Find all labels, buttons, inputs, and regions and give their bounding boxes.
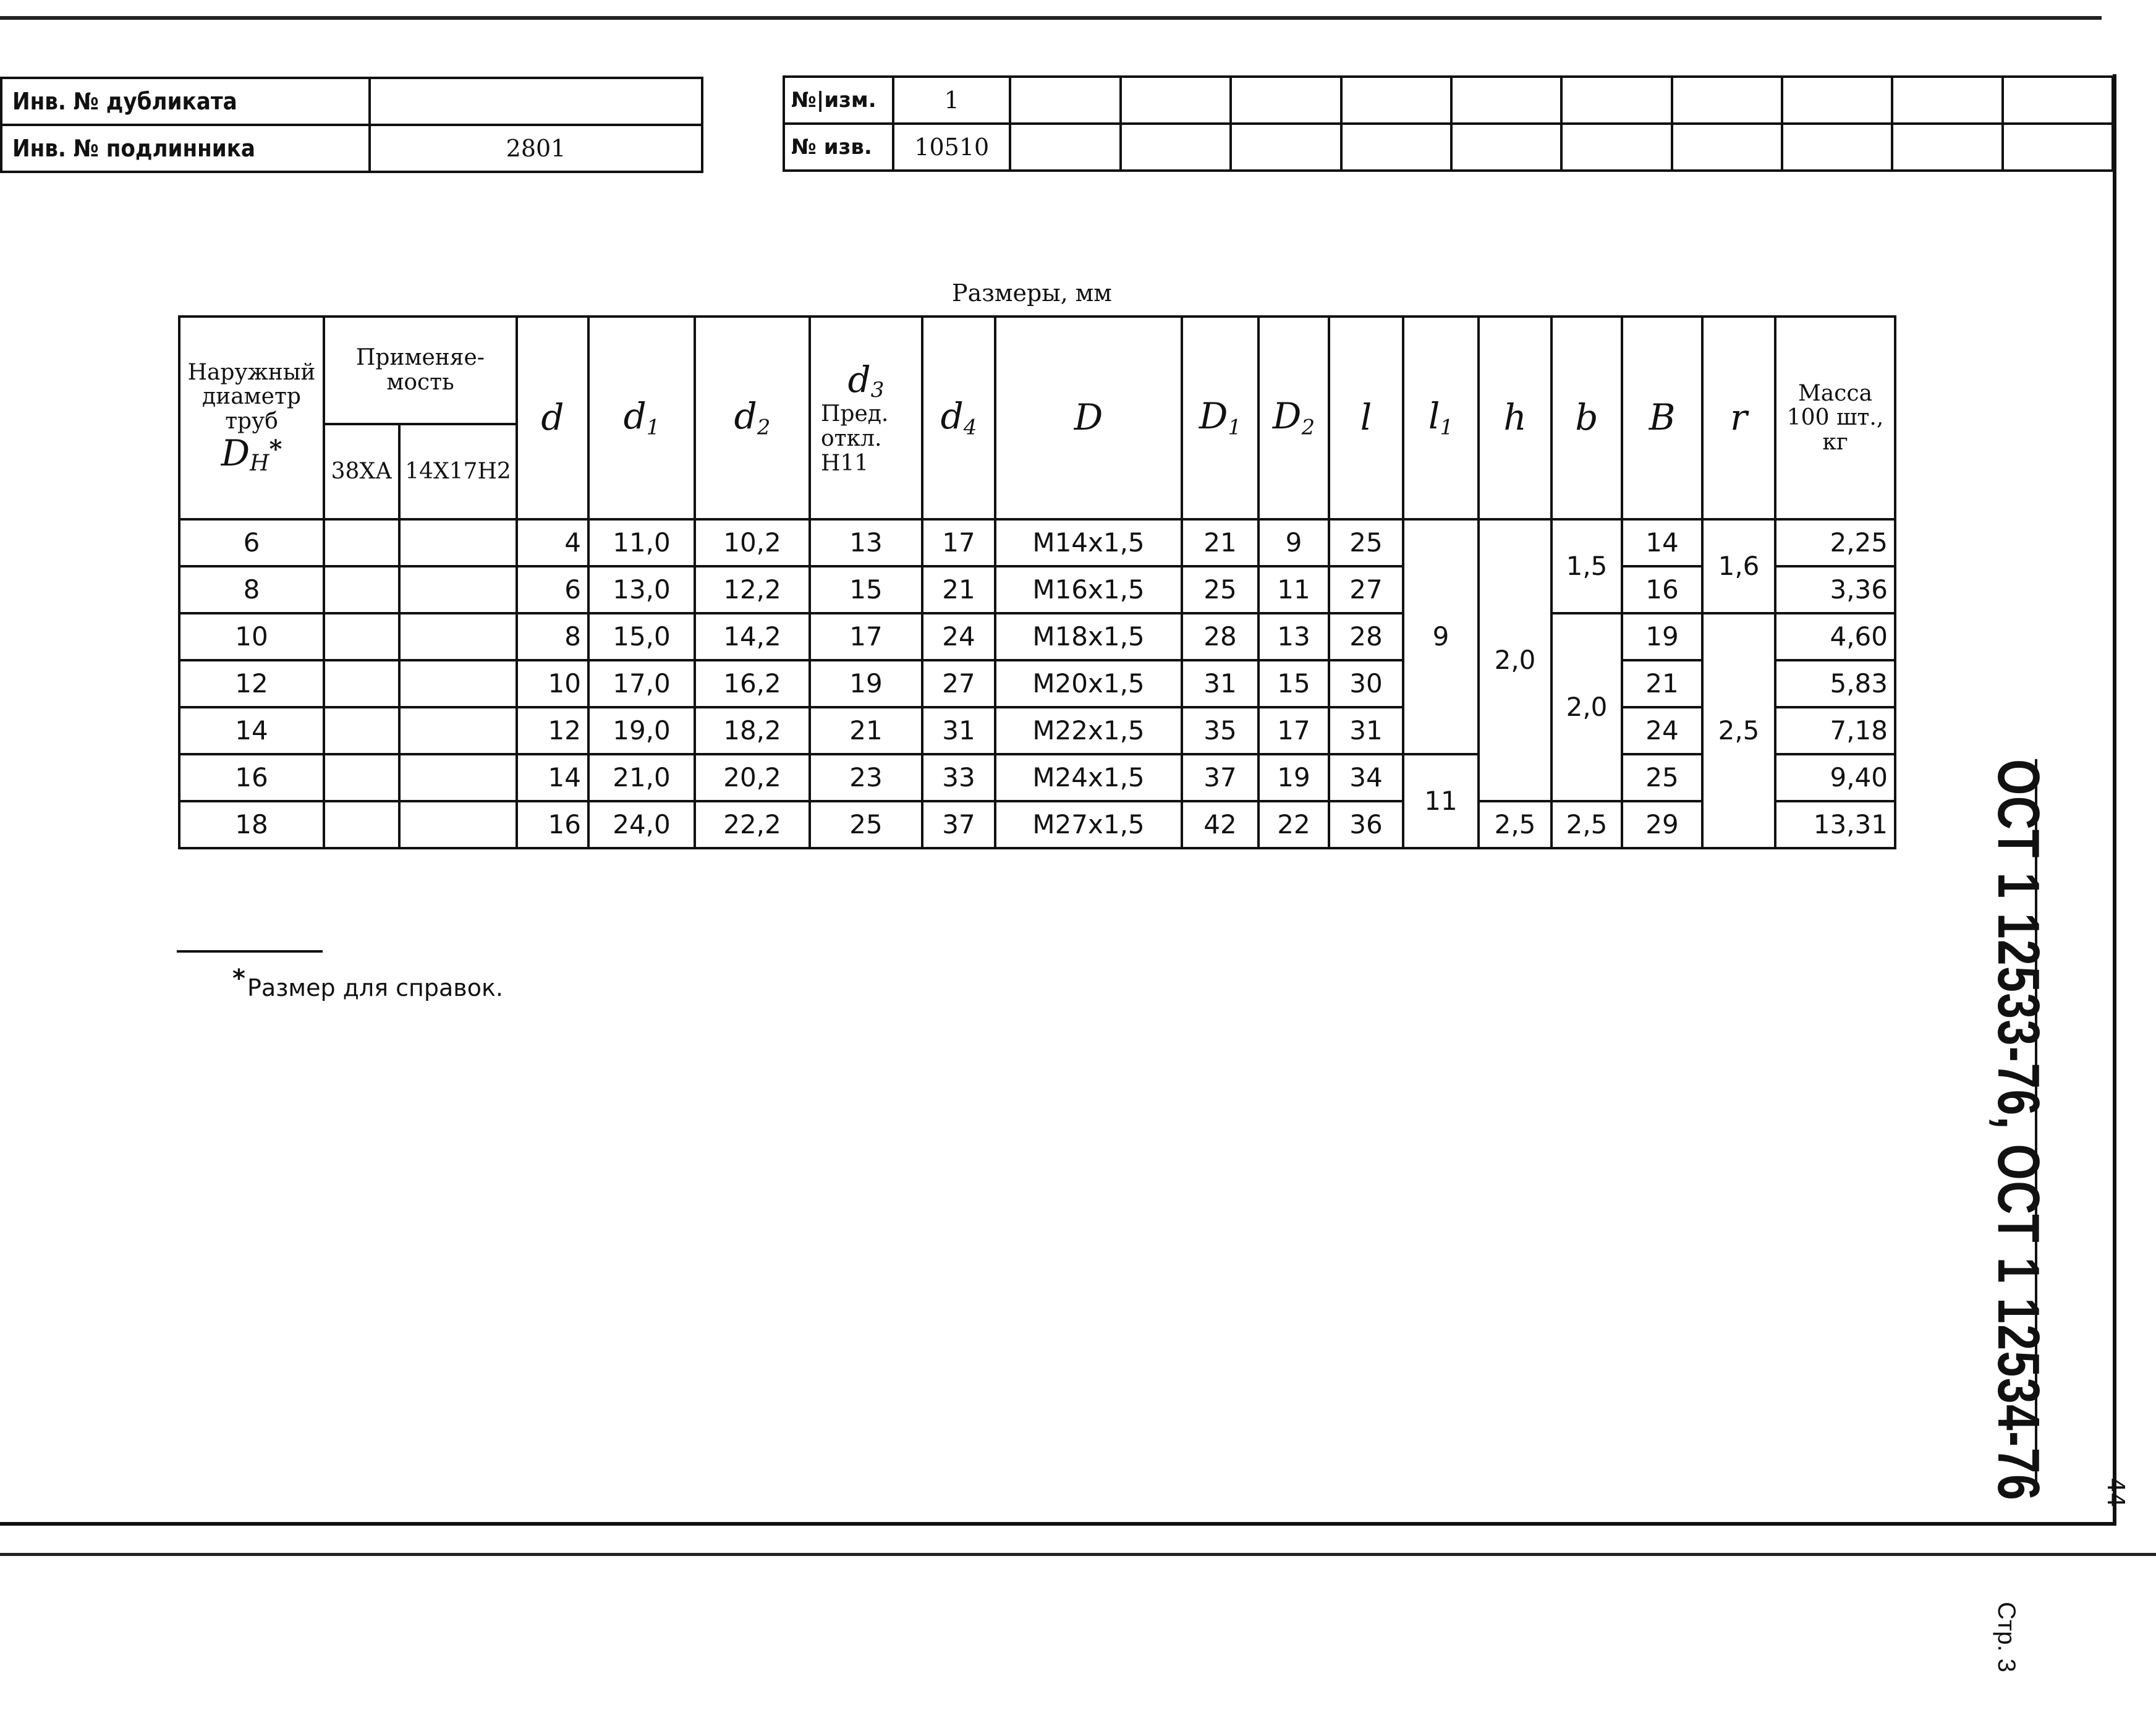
- cell-B: 16: [1622, 566, 1702, 613]
- cell-d2: 20,2: [695, 754, 810, 801]
- cell-dn: 6: [179, 519, 324, 566]
- cell-d3: 13: [810, 519, 922, 566]
- cell-mass: 2,25: [1775, 519, 1895, 566]
- cell-d4: 24: [922, 613, 995, 660]
- notice-cell: [1010, 124, 1120, 171]
- bottom-border: [0, 1522, 2116, 1526]
- hdr-r: r: [1702, 317, 1775, 519]
- outer-diameter-label: Наружный диаметр труб: [187, 359, 316, 434]
- cell-mat1: [324, 801, 399, 848]
- change-value: 1: [893, 77, 1010, 124]
- cell-d: 16: [517, 801, 588, 848]
- change-table: [783, 75, 2114, 172]
- hdr-b: b: [1551, 317, 1622, 519]
- notice-label: № изв.: [784, 124, 893, 171]
- cell-mat1: [324, 707, 399, 754]
- cell-mat1: [324, 754, 399, 801]
- cell-l: 34: [1329, 754, 1403, 801]
- top-border: [0, 16, 2102, 20]
- hdr-d4: $d_4$: [922, 317, 995, 519]
- cell-d2: 12,2: [695, 566, 810, 613]
- cell-d1: 24,0: [588, 801, 695, 848]
- cell-D2: 11: [1258, 566, 1329, 613]
- cell-d4: 37: [922, 801, 995, 848]
- cell-B: 21: [1622, 660, 1702, 707]
- standard-code: ОСТ 1 12533-76, ОСТ 1 12534-76: [1985, 759, 2052, 1502]
- change-cell: [1341, 77, 1451, 124]
- change-cell: [2003, 77, 2113, 124]
- cell-d: 10: [517, 660, 588, 707]
- cell-D2: 9: [1258, 519, 1329, 566]
- table-row: [179, 754, 1895, 801]
- d3-tolerance: Пред. откл. Н11: [821, 401, 889, 476]
- notice-value: 10510: [893, 124, 1010, 171]
- cell-D2: 15: [1258, 660, 1329, 707]
- inventory-table: [0, 77, 703, 173]
- hdr-mass: Масса 100 шт., кг: [1775, 317, 1895, 519]
- cell-B: 24: [1622, 707, 1702, 754]
- cell-h: 2,5: [1479, 801, 1551, 848]
- cell-mat2: [399, 613, 517, 660]
- cell-mat2: [399, 707, 517, 754]
- cell-D1: 21: [1182, 519, 1258, 566]
- cell-D1: 37: [1182, 754, 1258, 801]
- hdr-d: d: [517, 317, 588, 519]
- cell-d1: 21,0: [588, 754, 695, 801]
- notice-cell: [1341, 124, 1451, 171]
- cell-mass: 3,36: [1775, 566, 1895, 613]
- cell-d2: 22,2: [695, 801, 810, 848]
- table-row: [179, 707, 1895, 754]
- hdr-D1: $D_1$: [1182, 317, 1258, 519]
- cell-D2: 17: [1258, 707, 1329, 754]
- cell-dn: 16: [179, 754, 324, 801]
- footnote-mark: *: [232, 964, 245, 993]
- cell-l1-merged: 9: [1403, 519, 1479, 754]
- cell-d2: 10,2: [695, 519, 810, 566]
- table-row: [179, 660, 1895, 707]
- cell-dn: 14: [179, 707, 324, 754]
- units-title: Размеры, мм: [952, 279, 1112, 307]
- cell-d2: 16,2: [695, 660, 810, 707]
- cell-r-merged: 1,6: [1702, 519, 1775, 613]
- hdr-mat1: 38ХА: [324, 424, 399, 519]
- cell-mass: 13,31: [1775, 801, 1895, 848]
- footnote-rule: [177, 950, 323, 953]
- cell-B: 25: [1622, 754, 1702, 801]
- cell-D: М22х1,5: [995, 707, 1182, 754]
- cell-d2: 14,2: [695, 613, 810, 660]
- footnote: [232, 964, 503, 1001]
- cell-D2: 19: [1258, 754, 1329, 801]
- hdr-h: h: [1479, 317, 1551, 519]
- table-row: [179, 801, 1895, 848]
- hdr-l1: $l_1$: [1403, 317, 1479, 519]
- cell-d4: 17: [922, 519, 995, 566]
- change-cell: [1561, 77, 1671, 124]
- cell-d1: 15,0: [588, 613, 695, 660]
- cell-d3: 15: [810, 566, 922, 613]
- orig-value: 2801: [370, 125, 702, 172]
- standard-designation: [1984, 759, 2052, 1672]
- hdr-d3: $d_3$ Пред. откл. Н11: [810, 317, 922, 519]
- sheet-number: 44: [2102, 1477, 2129, 1508]
- cell-D: М18х1,5: [995, 613, 1182, 660]
- change-cell: [1010, 77, 1120, 124]
- change-cell: [1672, 77, 1782, 124]
- notice-cell: [1561, 124, 1671, 171]
- cell-D: М27х1,5: [995, 801, 1182, 848]
- cell-d3: 25: [810, 801, 922, 848]
- cell-D2: 13: [1258, 613, 1329, 660]
- cell-d1: 11,0: [588, 519, 695, 566]
- hdr-l: l: [1329, 317, 1403, 519]
- notice-cell: [1231, 124, 1341, 171]
- cell-l1-merged: 11: [1403, 754, 1479, 848]
- page-label: Стр. 3: [1993, 1602, 2020, 1673]
- change-label: №|изм.: [784, 77, 893, 124]
- cell-B: 19: [1622, 613, 1702, 660]
- change-cell: [1451, 77, 1561, 124]
- dup-label: Инв. № дубликата: [1, 78, 370, 125]
- cell-D1: 31: [1182, 660, 1258, 707]
- cell-D1: 35: [1182, 707, 1258, 754]
- cell-mat2: [399, 519, 517, 566]
- cell-d4: 31: [922, 707, 995, 754]
- notice-cell: [2003, 124, 2113, 171]
- cell-mass: 4,60: [1775, 613, 1895, 660]
- orig-label: Инв. № подлинника: [1, 125, 370, 172]
- cell-d: 4: [517, 519, 588, 566]
- hdr-D2: $D_2$: [1258, 317, 1329, 519]
- cell-D: М24х1,5: [995, 754, 1182, 801]
- notice-cell: [1672, 124, 1782, 171]
- table-row: [179, 613, 1895, 660]
- cell-B: 14: [1622, 519, 1702, 566]
- cell-d4: 21: [922, 566, 995, 613]
- cell-b: 2,5: [1551, 801, 1622, 848]
- cell-D1: 25: [1182, 566, 1258, 613]
- cell-dn: 10: [179, 613, 324, 660]
- cell-d1: 19,0: [588, 707, 695, 754]
- cell-d3: 21: [810, 707, 922, 754]
- hdr-D: D: [995, 317, 1182, 519]
- table-row: [179, 519, 1895, 566]
- cell-dn: 8: [179, 566, 324, 613]
- cell-mass: 7,18: [1775, 707, 1895, 754]
- cell-mat2: [399, 754, 517, 801]
- cell-d4: 33: [922, 754, 995, 801]
- change-cell: [1231, 77, 1341, 124]
- cell-D2: 22: [1258, 801, 1329, 848]
- cell-d3: 23: [810, 754, 922, 801]
- cell-d: 12: [517, 707, 588, 754]
- footnote-text: Размер для справок.: [247, 974, 503, 1001]
- cell-d: 8: [517, 613, 588, 660]
- cell-d4: 27: [922, 660, 995, 707]
- bottom-edge-line: [0, 1553, 2156, 1556]
- cell-B: 29: [1622, 801, 1702, 848]
- cell-l: 36: [1329, 801, 1403, 848]
- cell-D1: 28: [1182, 613, 1258, 660]
- cell-dn: 18: [179, 801, 324, 848]
- change-cell: [1782, 77, 1892, 124]
- cell-d3: 17: [810, 613, 922, 660]
- cell-D1: 42: [1182, 801, 1258, 848]
- hdr-outer-diameter: [179, 317, 324, 519]
- cell-D: М16х1,5: [995, 566, 1182, 613]
- change-cell: [1121, 77, 1231, 124]
- hdr-applicability: Применяе-мость: [324, 317, 517, 424]
- cell-mass: 5,83: [1775, 660, 1895, 707]
- cell-b-merged: 1,5: [1551, 519, 1622, 613]
- right-border: [2113, 74, 2116, 1524]
- cell-d1: 13,0: [588, 566, 695, 613]
- cell-l: 30: [1329, 660, 1403, 707]
- outer-diameter-symbol: $D_Н^*$: [221, 431, 282, 476]
- cell-mat1: [324, 566, 399, 613]
- table-row: [179, 566, 1895, 613]
- hdr-d1: $d_1$: [588, 317, 695, 519]
- cell-l: 25: [1329, 519, 1403, 566]
- cell-r-merged: 2,5: [1702, 613, 1775, 848]
- hdr-B: B: [1622, 317, 1702, 519]
- hdr-mat2: 14Х17Н2: [399, 424, 517, 519]
- dimensions-table: [178, 315, 1896, 849]
- cell-mat2: [399, 566, 517, 613]
- hdr-d2: $d_2$: [695, 317, 810, 519]
- cell-mat1: [324, 660, 399, 707]
- notice-cell: [1451, 124, 1561, 171]
- cell-b-merged: 2,0: [1551, 613, 1622, 801]
- dup-value: [370, 78, 702, 125]
- cell-l: 31: [1329, 707, 1403, 754]
- notice-cell: [1782, 124, 1892, 171]
- notice-cell: [1892, 124, 2002, 171]
- cell-D: М20х1,5: [995, 660, 1182, 707]
- cell-mat2: [399, 660, 517, 707]
- cell-d: 14: [517, 754, 588, 801]
- cell-mat1: [324, 519, 399, 566]
- notice-cell: [1121, 124, 1231, 171]
- cell-dn: 12: [179, 660, 324, 707]
- cell-mat2: [399, 801, 517, 848]
- cell-D: М14х1,5: [995, 519, 1182, 566]
- cell-mass: 9,40: [1775, 754, 1895, 801]
- cell-d2: 18,2: [695, 707, 810, 754]
- cell-h-merged: 2,0: [1479, 519, 1551, 801]
- cell-mat1: [324, 613, 399, 660]
- cell-l: 27: [1329, 566, 1403, 613]
- cell-d3: 19: [810, 660, 922, 707]
- cell-d: 6: [517, 566, 588, 613]
- cell-l: 28: [1329, 613, 1403, 660]
- change-cell: [1892, 77, 2002, 124]
- cell-d1: 17,0: [588, 660, 695, 707]
